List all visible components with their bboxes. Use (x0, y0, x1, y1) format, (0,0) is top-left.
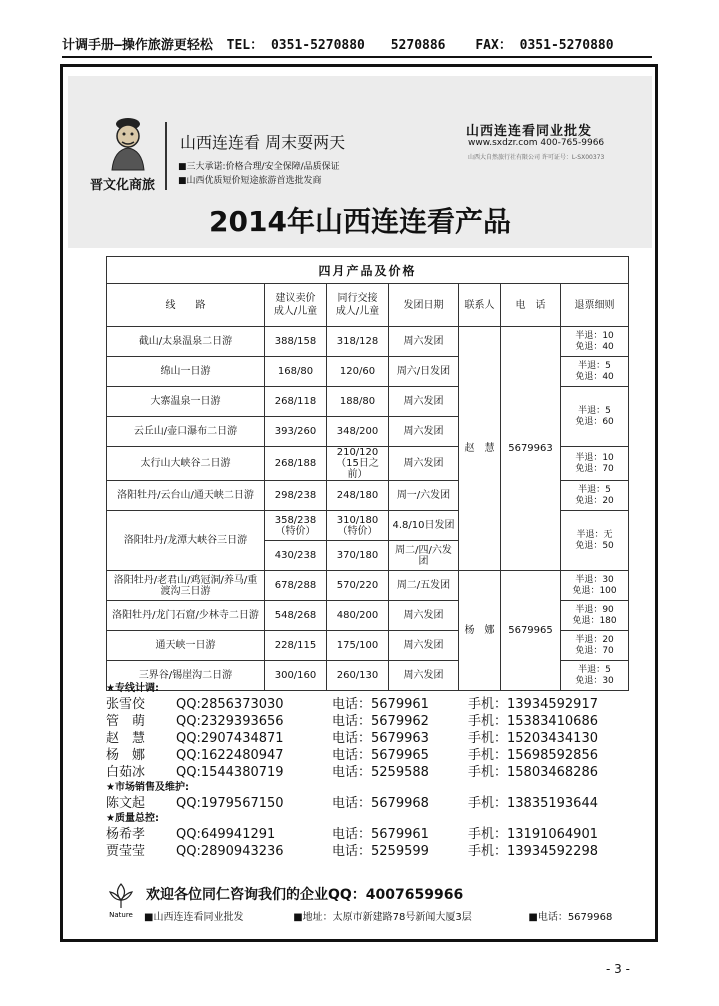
contact-row (106, 747, 646, 764)
brand-name: 晋文化商旅 (90, 178, 156, 193)
contact-tel[interactable]: 电话：5259599 (332, 844, 429, 859)
retail-cell: 300/160 (265, 661, 327, 691)
refund-cell: 半退：5 免退：20 (561, 481, 629, 511)
banner-bullet: ■三大承诺:价格合理/安全保障/品质保证 (178, 162, 340, 172)
departure-cell: 周六发团 (389, 601, 459, 631)
contact-tel[interactable]: 电话：5679961 (332, 827, 429, 842)
retail-cell: 388/158 (265, 327, 327, 357)
route-cell: 洛阳牡丹/龙潭大峡谷三日游 (107, 511, 265, 571)
tel-1: 0351-5270880 (270, 38, 365, 53)
phone-cell: 5679965 (501, 571, 561, 691)
refund-cell: 半退：5 免退：30 (561, 661, 629, 691)
mascot-icon (102, 112, 154, 172)
sales-title: ★市场销售及维护: (106, 782, 189, 793)
contact-cell: 杨 娜 (459, 571, 501, 691)
products-table (106, 256, 629, 691)
footer-company: ■山西连连看同业批发 (144, 912, 244, 923)
wholesale-cell: 260/130 (327, 661, 389, 691)
contact-name: 贾莹莹 (106, 844, 146, 859)
route-cell: 三界谷/锡崖沟二日游 (107, 661, 265, 691)
contact-mobile[interactable]: 手机：13191064901 (468, 827, 598, 842)
departure-cell: 周六发团 (389, 447, 459, 481)
contact-name: 张雪佼 (106, 697, 146, 712)
company-name: 山西连连看同业批发 (466, 124, 593, 139)
contact-tel[interactable]: 电话：5679963 (332, 731, 429, 746)
contact-name: 赵 慧 (106, 731, 146, 746)
col-refund: 退票细则 (561, 284, 629, 327)
retail-cell: 358/238 （特价） (265, 511, 327, 541)
refund-cell: 半退：无 免退：50 (561, 511, 629, 571)
table-row (107, 571, 629, 601)
contact-name: 陈文起 (106, 796, 146, 811)
page-number: - 3 - (606, 962, 630, 976)
contact-qq[interactable]: QQ:1544380719 (176, 765, 284, 780)
contact-mobile[interactable]: 手机：13934592298 (468, 844, 598, 859)
route-cell: 洛阳牡丹/龙门石窟/少林寺二日游 (107, 601, 265, 631)
contact-row (106, 795, 646, 812)
departure-cell: 周六/日发团 (389, 357, 459, 387)
col-route: 线 路 (107, 284, 265, 327)
refund-cell: 半退：5 免退：60 (561, 387, 629, 447)
contact-mobile[interactable]: 手机：15203434130 (468, 731, 598, 746)
contact-name: 杨 娜 (106, 748, 146, 763)
contact-mobile[interactable]: 手机：15383410686 (468, 714, 598, 729)
contact-row (106, 696, 646, 713)
refund-cell: 半退：20 免退：70 (561, 631, 629, 661)
retail-cell: 298/238 (265, 481, 327, 511)
table-caption: 四月产品及价格 (107, 257, 629, 284)
contact-row (106, 713, 646, 730)
contact-name: 杨希孝 (106, 827, 146, 842)
refund-cell: 半退：5 免退：40 (561, 357, 629, 387)
refund-cell: 半退：10 免退：40 (561, 327, 629, 357)
wholesale-cell: 318/128 (327, 327, 389, 357)
refund-cell: 半退：30 免退：100 (561, 571, 629, 601)
departure-cell: 周六发团 (389, 387, 459, 417)
col-contact: 联系人 (459, 284, 501, 327)
refund-cell: 半退：10 免退：70 (561, 447, 629, 481)
contact-mobile[interactable]: 手机：15698592856 (468, 748, 598, 763)
nature-logo-icon (104, 880, 138, 920)
contact-row (106, 843, 646, 860)
contact-qq[interactable]: QQ:2329393656 (176, 714, 284, 729)
departure-cell: 周二/五发团 (389, 571, 459, 601)
phone-cell: 5679963 (501, 327, 561, 571)
departure-cell: 周六发团 (389, 631, 459, 661)
contact-qq[interactable]: QQ:1622480947 (176, 748, 284, 763)
contact-mobile[interactable]: 手机：13934592917 (468, 697, 598, 712)
contact-cell: 赵 慧 (459, 327, 501, 571)
fax-number: 0351-5270880 (519, 38, 614, 53)
col-phone: 电 话 (501, 284, 561, 327)
wholesale-cell: 348/200 (327, 417, 389, 447)
wholesale-cell: 175/100 (327, 631, 389, 661)
route-cell: 截山/太泉温泉二日游 (107, 327, 265, 357)
table-row (107, 327, 629, 357)
contact-qq[interactable]: QQ:649941291 (176, 827, 276, 842)
page-title: 2014年山西连连看产品 (209, 205, 511, 238)
contact-qq[interactable]: QQ:1979567150 (176, 796, 284, 811)
contact-row (106, 730, 646, 747)
footer-address: ■地址：太原市新建路78号新闻大厦3层 (293, 912, 472, 923)
tel-2: 5270886 (390, 38, 446, 53)
planning-title: ★专线计调: (106, 683, 159, 694)
retail-cell: 393/260 (265, 417, 327, 447)
departure-cell: 周二/四/六发团 (389, 541, 459, 571)
wholesale-cell: 120/60 (327, 357, 389, 387)
departure-cell: 周一/六发团 (389, 481, 459, 511)
wholesale-cell: 570/220 (327, 571, 389, 601)
route-cell: 云丘山/壶口瀑布二日游 (107, 417, 265, 447)
banner-divider (165, 122, 167, 190)
retail-cell: 168/80 (265, 357, 327, 387)
wholesale-cell: 188/80 (327, 387, 389, 417)
contact-tel[interactable]: 电话：5679965 (332, 748, 429, 763)
col-departure: 发团日期 (389, 284, 459, 327)
contact-qq[interactable]: QQ:2856373030 (176, 697, 284, 712)
departure-cell: 周六发团 (389, 417, 459, 447)
tel-label: TEL： (226, 38, 264, 53)
contact-tel[interactable]: 电话：5679961 (332, 697, 429, 712)
contact-tel[interactable]: 电话：5679962 (332, 714, 429, 729)
contact-row (106, 826, 646, 843)
retail-cell: 268/188 (265, 447, 327, 481)
contact-mobile[interactable]: 手机：15803468286 (468, 765, 598, 780)
col-retail: 建议卖价 成人/儿童 (265, 284, 327, 327)
retail-cell: 430/238 (265, 541, 327, 571)
retail-cell: 678/288 (265, 571, 327, 601)
route-cell: 洛阳牡丹/老君山/鸡冠洞/养马/重渡沟三日游 (107, 571, 265, 601)
contacts-section (106, 682, 646, 860)
refund-cell: 半退：90 免退：180 (561, 601, 629, 631)
contact-name: 管 萌 (106, 714, 146, 729)
header-slogan: 计调手册—操作旅游更轻松 (62, 38, 213, 53)
route-cell: 洛阳牡丹/云台山/通天峡二日游 (107, 481, 265, 511)
banner-slogan: 山西连连看 周末耍两天 (180, 133, 346, 152)
banner-bullets (178, 160, 340, 188)
footer-phone: ■电话：5679968 (528, 912, 613, 923)
departure-cell: 周六发团 (389, 661, 459, 691)
contact-tel[interactable]: 电话：5679968 (332, 796, 429, 811)
qc-title: ★质量总控: (106, 813, 159, 824)
wholesale-cell: 210/120 （15日之前） (327, 447, 389, 481)
retail-cell: 548/268 (265, 601, 327, 631)
contact-qq[interactable]: QQ:2907434871 (176, 731, 284, 746)
route-cell: 通天峡一日游 (107, 631, 265, 661)
contact-qq[interactable]: QQ:2890943236 (176, 844, 284, 859)
route-cell: 大寨温泉一日游 (107, 387, 265, 417)
contact-name: 白茹冰 (106, 765, 146, 780)
wholesale-cell: 370/180 (327, 541, 389, 571)
wholesale-cell: 248/180 (327, 481, 389, 511)
contact-mobile[interactable]: 手机：13835193644 (468, 796, 598, 811)
wholesale-cell: 310/180 （特价） (327, 511, 389, 541)
footer-info (144, 908, 624, 923)
route-cell: 太行山大峡谷二日游 (107, 447, 265, 481)
col-wholesale: 同行交接 成人/儿童 (327, 284, 389, 327)
logo-text: Nature (109, 911, 133, 919)
departure-cell: 周六发团 (389, 327, 459, 357)
retail-cell: 268/118 (265, 387, 327, 417)
route-cell: 绵山一日游 (107, 357, 265, 387)
footer-welcome: 欢迎各位同仁咨询我们的企业QQ：4007659966 (146, 887, 464, 903)
wholesale-cell: 480/200 (327, 601, 389, 631)
header-strip (62, 34, 652, 58)
license-note: 山西大自然旅行社有限公司 许可证号：L-SX00373 (468, 154, 605, 161)
contact-tel[interactable]: 电话：5259588 (332, 765, 429, 780)
company-website[interactable]: www.sxdzr.com 400-765-9966 (468, 138, 605, 148)
retail-cell: 228/115 (265, 631, 327, 661)
departure-cell: 4.8/10日发团 (389, 511, 459, 541)
banner-bullet: ■山西优质短价短途旅游首选批发商 (178, 176, 322, 186)
fax-label: FAX： (475, 38, 512, 53)
contact-row (106, 764, 646, 781)
